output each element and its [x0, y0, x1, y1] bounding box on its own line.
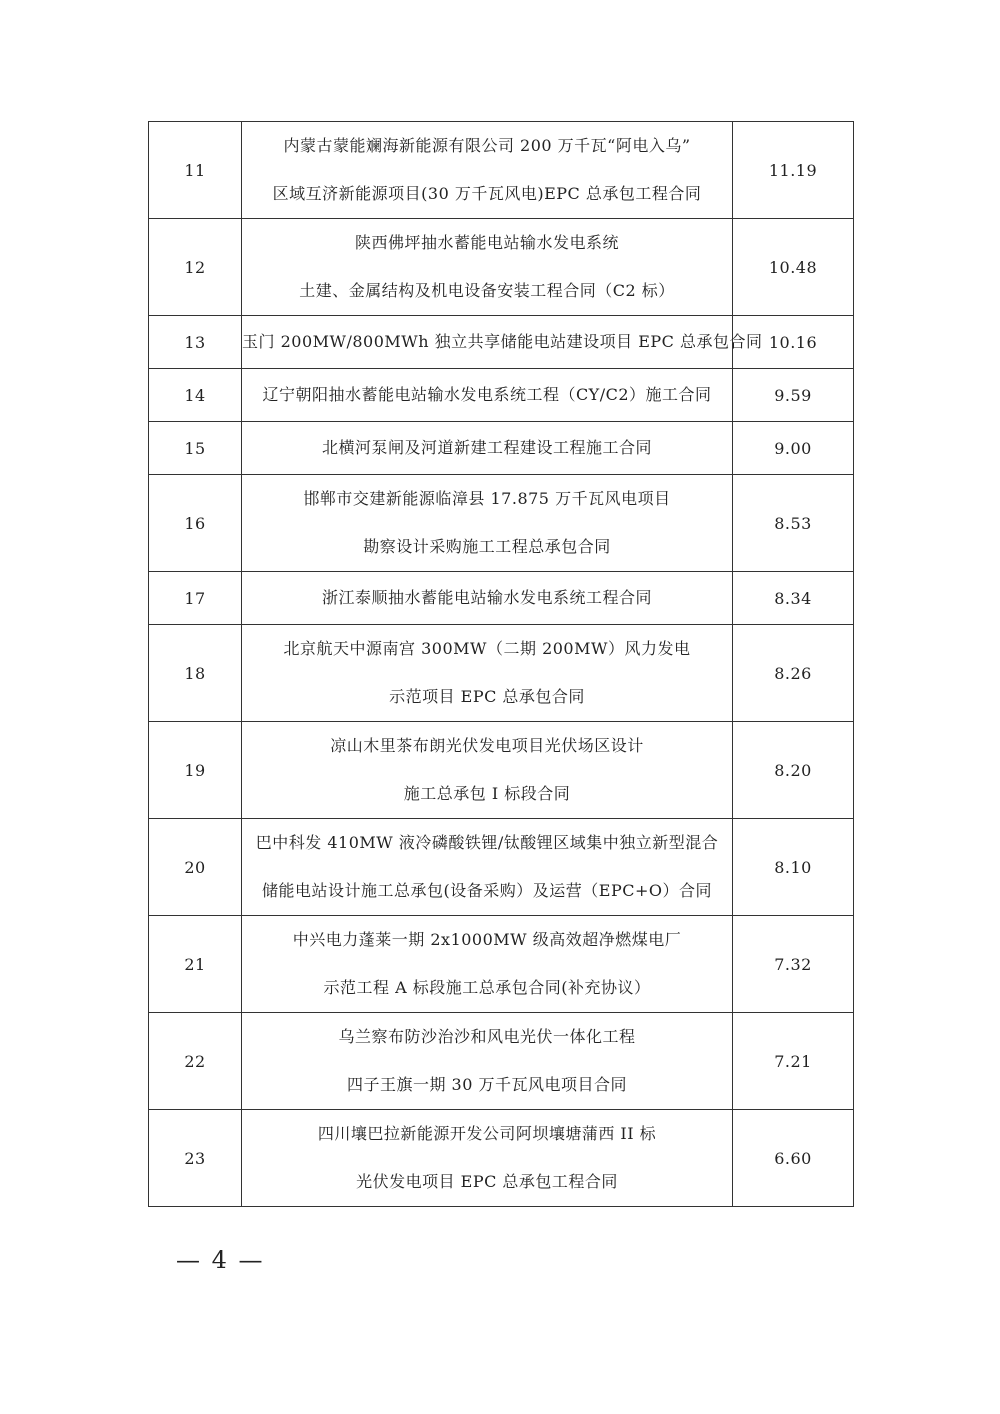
- contract-name-cell: [242, 722, 733, 819]
- contract-name-line: 四子王旗一期 30 万千瓦风电项目合同: [346, 1075, 628, 1094]
- row-number-cell: 15: [149, 422, 242, 475]
- contract-name-line: 陕西佛坪抽水蓄能电站输水发电系统: [354, 233, 619, 252]
- contract-amount-cell: 9.59: [733, 369, 854, 422]
- contract-name-line: 施工总承包 I 标段合同: [403, 784, 571, 803]
- contract-name-line: 中兴电力蓬莱一期 2x1000MW 级高效超净燃煤电厂: [292, 930, 682, 949]
- table-row: [149, 475, 854, 572]
- contract-name-cell: [242, 625, 733, 722]
- table-row: [149, 916, 854, 1013]
- contract-name-cell: [242, 819, 733, 916]
- contract-name-line: 玉门 200MW/800MWh 独立共享储能电站建设项目 EPC 总承包合同: [242, 332, 763, 351]
- table-row: [149, 625, 854, 722]
- contract-name-line: 四川壤巴拉新能源开发公司阿坝壤塘蒲西 II 标: [317, 1124, 657, 1143]
- contract-name-line: 示范项目 EPC 总承包合同: [389, 687, 585, 706]
- table-row: [149, 1013, 854, 1110]
- row-number-cell: 17: [149, 572, 242, 625]
- row-number-cell: 20: [149, 819, 242, 916]
- contract-amount-cell: 9.00: [733, 422, 854, 475]
- contract-name-cell: [242, 422, 733, 475]
- contract-name-cell: [242, 316, 763, 369]
- contract-amount-cell: 8.10: [733, 819, 854, 916]
- row-number-cell: 21: [149, 916, 242, 1013]
- table-row: [149, 722, 854, 819]
- contract-name-line: 示范工程 A 标段施工总承包合同(补充协议）: [323, 978, 651, 997]
- contract-name-line: 光伏发电项目 EPC 总承包工程合同: [356, 1172, 618, 1191]
- contract-name-cell: [242, 1013, 733, 1110]
- contract-name-line: 北京航天中源南宫 300MW（二期 200MW）风力发电: [283, 639, 691, 658]
- contract-name-line: 储能电站设计施工总承包(设备采购）及运营（EPC+O）合同: [262, 881, 712, 900]
- table-row: [149, 316, 854, 369]
- contract-name-line: 凉山木里茶布朗光伏发电项目光伏场区设计: [330, 736, 644, 755]
- row-number-cell: 18: [149, 625, 242, 722]
- contract-amount-cell: 6.60: [733, 1110, 854, 1207]
- row-number-cell: 13: [149, 316, 242, 369]
- contract-name-cell: [242, 1110, 733, 1207]
- contract-name-cell: [242, 122, 733, 219]
- table-row: [149, 422, 854, 475]
- contract-name-cell: [242, 369, 733, 422]
- contract-amount-cell: 8.34: [733, 572, 854, 625]
- contract-name-line: 勘察设计采购施工工程总承包合同: [363, 537, 611, 556]
- contract-amount-cell: 7.32: [733, 916, 854, 1013]
- row-number-cell: 11: [149, 122, 242, 219]
- contract-name-line: 辽宁朝阳抽水蓄能电站输水发电系统工程（CY/C2）施工合同: [262, 385, 712, 404]
- contract-amount-cell: 8.53: [733, 475, 854, 572]
- contract-name-line: 北横河泵闸及河道新建工程建设工程施工合同: [321, 438, 652, 457]
- table-row: [149, 369, 854, 422]
- contract-amount-cell: 8.26: [733, 625, 854, 722]
- table-row: [149, 122, 854, 219]
- contract-name-line: 乌兰察布防沙治沙和风电光伏一体化工程: [338, 1027, 636, 1046]
- row-number-cell: 23: [149, 1110, 242, 1207]
- contract-name-cell: [242, 475, 733, 572]
- contract-amount-cell: 11.19: [733, 122, 854, 219]
- contract-name-cell: [242, 572, 733, 625]
- contracts-table-body: [149, 122, 854, 1207]
- contract-amount-cell: 7.21: [733, 1013, 854, 1110]
- contracts-table: [148, 121, 854, 1207]
- table-row: [149, 819, 854, 916]
- row-number-cell: 16: [149, 475, 242, 572]
- contract-name-line: 土建、金属结构及机电设备安装工程合同（C2 标）: [299, 281, 675, 300]
- contract-name-line: 内蒙古蒙能斓海新能源有限公司 200 万千瓦“阿电入乌”: [283, 136, 691, 155]
- row-number-cell: 22: [149, 1013, 242, 1110]
- contract-amount-cell: 10.48: [733, 219, 854, 316]
- contract-name-cell: [242, 916, 733, 1013]
- row-number-cell: 12: [149, 219, 242, 316]
- contract-amount-cell: 10.16: [733, 316, 854, 369]
- row-number-cell: 19: [149, 722, 242, 819]
- contract-name-line: 巴中科发 410MW 液冷磷酸铁锂/钛酸锂区域集中独立新型混合: [255, 833, 719, 852]
- page-number: — 4 —: [176, 1246, 265, 1274]
- contract-name-line: 邯郸市交建新能源临漳县 17.875 万千瓦风电项目: [303, 489, 671, 508]
- table-row: [149, 1110, 854, 1207]
- contract-amount-cell: 8.20: [733, 722, 854, 819]
- contract-name-cell: [242, 219, 733, 316]
- row-number-cell: 14: [149, 369, 242, 422]
- contract-name-line: 区域互济新能源项目(30 万千瓦风电)EPC 总承包工程合同: [272, 184, 702, 203]
- table-row: [149, 219, 854, 316]
- contract-name-line: 浙江泰顺抽水蓄能电站输水发电系统工程合同: [321, 588, 652, 607]
- table-row: [149, 572, 854, 625]
